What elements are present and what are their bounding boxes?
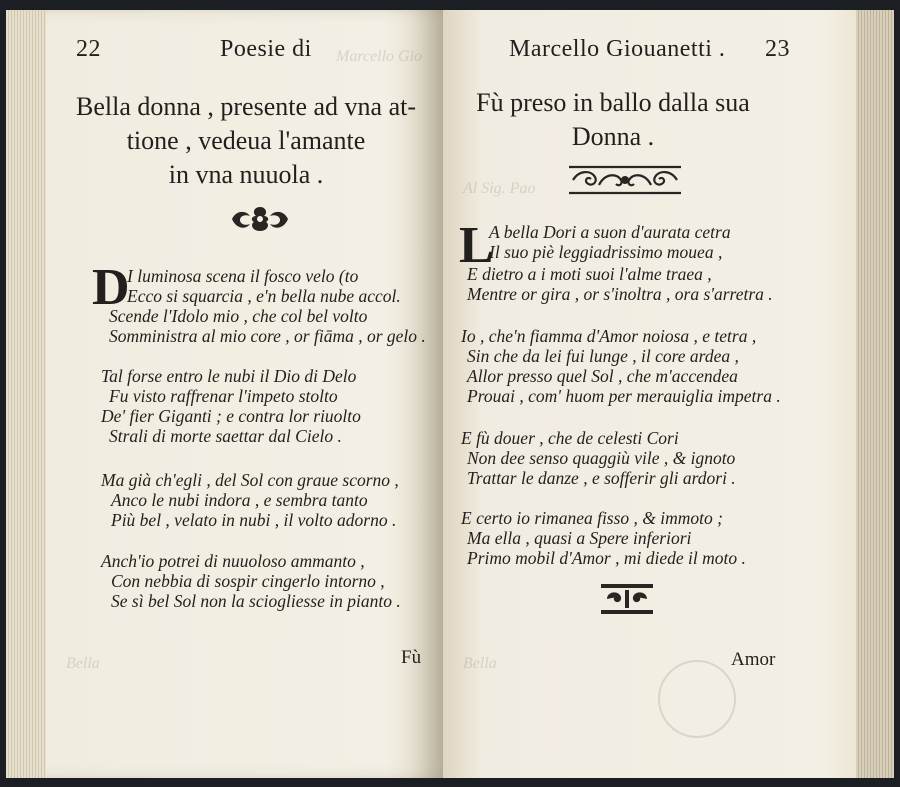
stanza <box>461 326 781 406</box>
title-line: tione , vedeua l'amante <box>126 126 366 155</box>
poem-title <box>463 86 763 154</box>
verse-line: E fù douer , che de celesti Cori <box>461 428 679 448</box>
verse-line: E certo io rimanea fisso , & immoto ; <box>461 508 723 528</box>
stanza <box>101 551 401 611</box>
stanza <box>101 470 399 530</box>
page-edges-right <box>856 10 894 778</box>
stanza <box>461 508 746 568</box>
running-head: Poesie di <box>220 36 312 62</box>
verse-line: Non dee senso quaggiù vile , & ignoto <box>467 448 736 468</box>
stanza <box>101 366 361 446</box>
stanza <box>461 428 736 488</box>
verse-line: Tal forse entro le nubi il Dio di Delo <box>101 366 357 386</box>
page-number: 23 <box>765 36 790 62</box>
verse-line: A bella Dori a suon d'aurata cetra <box>489 222 731 242</box>
stanza <box>109 306 426 346</box>
verse-line: Più bel , velato in nubi , il volto adorno . <box>111 510 397 530</box>
verse-line: Se sì bel Sol non la sciogliesse in pianto . <box>111 591 401 611</box>
running-head: Marcello Giouanetti . <box>509 36 726 62</box>
tailpiece-ornament <box>599 582 655 616</box>
title-line: Bella donna , presente ad vna at- <box>75 92 417 121</box>
verse-line: Ma già ch'egli , del Sol con graue scorno , <box>101 470 399 490</box>
page-edges-left <box>6 10 46 778</box>
stanza <box>489 222 731 262</box>
verse-line: Scende l'Idolo mio , che col bel volto <box>109 306 368 326</box>
verse-line: Ecco si squarcia , e'n bella nube accol. <box>127 286 401 306</box>
drop-cap: L <box>459 217 494 274</box>
fleuron-ornament <box>228 204 292 234</box>
bleed-through-text: Marcello Gio <box>336 48 423 65</box>
headpiece-ornament <box>565 163 685 197</box>
verse-line: Io , che'n fiamma d'Amor noiosa , e tetra , <box>461 326 757 346</box>
verse-line: Anch'io potrei di nuuoloso ammanto , <box>101 551 365 571</box>
poem-title <box>66 90 426 192</box>
stanza <box>467 264 773 304</box>
bleed-through-text: Bella <box>463 655 497 672</box>
verse-line: E dietro a i moti suoi l'alme traea , <box>467 264 712 284</box>
library-stamp-bleed <box>658 660 736 738</box>
bleed-through-text: Bella <box>66 655 100 672</box>
verse-line: Fu visto raffrenar l'impeto stolto <box>109 386 338 406</box>
verse-line: Prouai , com' huom per merauiglia impetra . <box>467 386 781 406</box>
verse-line: Somministra al mio core , or fiāma , or gelo . <box>109 326 426 346</box>
verse-line: Ma ella , quasi a Spere inferiori <box>467 528 692 548</box>
verse-line: I luminosa scena il fosco velo (to <box>127 266 359 286</box>
catchword: Amor <box>731 649 776 670</box>
right-page <box>443 10 894 778</box>
catchword: Fù <box>401 647 422 668</box>
stanza <box>127 266 401 306</box>
verse-line: Con nebbia di sospir cingerlo intorno , <box>111 571 385 591</box>
drop-cap: D <box>92 259 130 316</box>
verse-line: Mentre or gira , or s'inoltra , ora s'arretra . <box>467 284 773 304</box>
title-line: Donna . <box>571 122 655 151</box>
page-number: 22 <box>76 36 101 62</box>
title-line: in vna nuuola . <box>168 160 324 189</box>
verse-line: Trattar le danze , e sofferir gli ardori . <box>467 468 736 488</box>
verse-line: Anco le nubi indora , e sembra tanto <box>111 490 368 510</box>
title-line: Fù preso in ballo dalla sua <box>476 88 750 117</box>
verse-line: Sin che da lei fui lunge , il core ardea , <box>467 346 739 366</box>
verse-line: Il suo piè leggiadrissimo mouea , <box>489 242 723 262</box>
verse-line: Strali di morte saettar dal Cielo . <box>109 426 342 446</box>
open-book <box>6 10 894 778</box>
left-page <box>6 10 443 778</box>
verse-line: Primo mobil d'Amor , mi diede il moto . <box>467 548 746 568</box>
verse-line: De' fier Giganti ; e contra lor riuolto <box>101 406 361 426</box>
bleed-through-text: Al Sig. Pao <box>463 180 536 197</box>
verse-line: Allor presso quel Sol , che m'accendea <box>467 366 738 386</box>
